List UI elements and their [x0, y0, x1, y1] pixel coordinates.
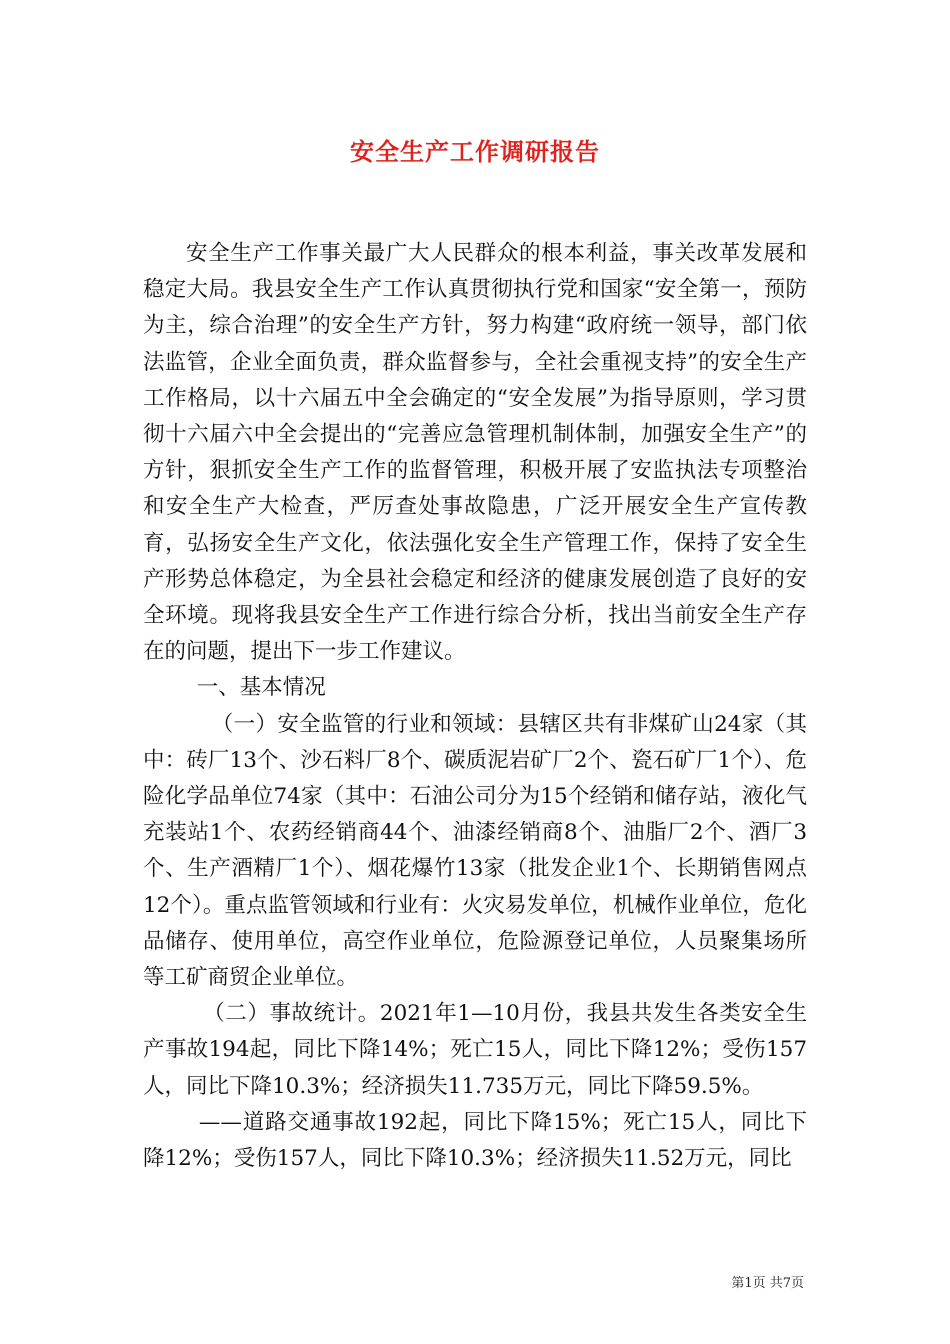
road-traffic-accidents-paragraph: ——道路交通事故192起，同比下降15%；死亡15人，同比下降12%；受伤157人，同比下降10.3%；经济损失11.52万元，同比 — [143, 1109, 807, 1172]
subsection-accident-statistics: （二）事故统计。2021年1—10月份，我县共发生各类安全生产事故194起，同比下降14%；死亡15人，同比下降12%；受伤157人，同比下降10.3%；经济损失11.735万元，同比下降59.5%。 — [143, 1001, 807, 1099]
document-body — [143, 236, 807, 1177]
section-heading-basic-situation: 一、基本情况 — [196, 675, 326, 701]
subsection-supervision-industries: （一）安全监管的行业和领域：县辖区共有非煤矿山24家（其中：砖厂13个、沙石料厂8个、碳质泥岩矿厂2个、瓷石矿厂1个）、危险化学品单位74家（其中：石油公司分为15个经销和储存站，液化气充装站1个、农药经销商44个、油漆经销商8个、油脂厂2个、酒厂3个、生产酒精厂1个）、烟花爆竹13家（批发企业1个、长期销售网点12个）。重点监管领域和行业有：火灾易发单位，机械作业单位，危化品储存、使用单位，高空作业单位，危险源登记单位，人员聚集场所等工矿商贸企业单位。 — [143, 711, 807, 991]
page-number-footer: 第1页 共7页 — [731, 1276, 804, 1291]
document-title: 安全生产工作调研报告 — [350, 137, 600, 166]
intro-paragraph: 安全生产工作事关最广大人民群众的根本利益，事关改革发展和稳定大局。我县安全生产工作认真贯彻执行党和国家“安全第一，预防为主，综合治理”的安全生产方针，努力构建“政府统一领导，部门依法监管，企业全面负责，群众监督参与，全社会重视支持”的安全生产工作格局，以十六届五中全会确定的“安全发展”为指导原则，学习贯彻十六届六中全会提出的“完善应急管理机制体制，加强安全生产”的方针，狠抓安全生产工作的监督管理，积极开展了安监执法专项整治和安全生产大检查，严厉查处事故隐患，广泛开展安全生产宣传教育，弘扬安全生产文化，依法强化安全生产管理工作，保持了安全生产形势总体稳定，为全县社会稳定和经济的健康发展创造了良好的安全环境。现将我县安全生产工作进行综合分析，找出当前安全生产存在的问题，提出下一步工作建议。 — [143, 241, 807, 665]
